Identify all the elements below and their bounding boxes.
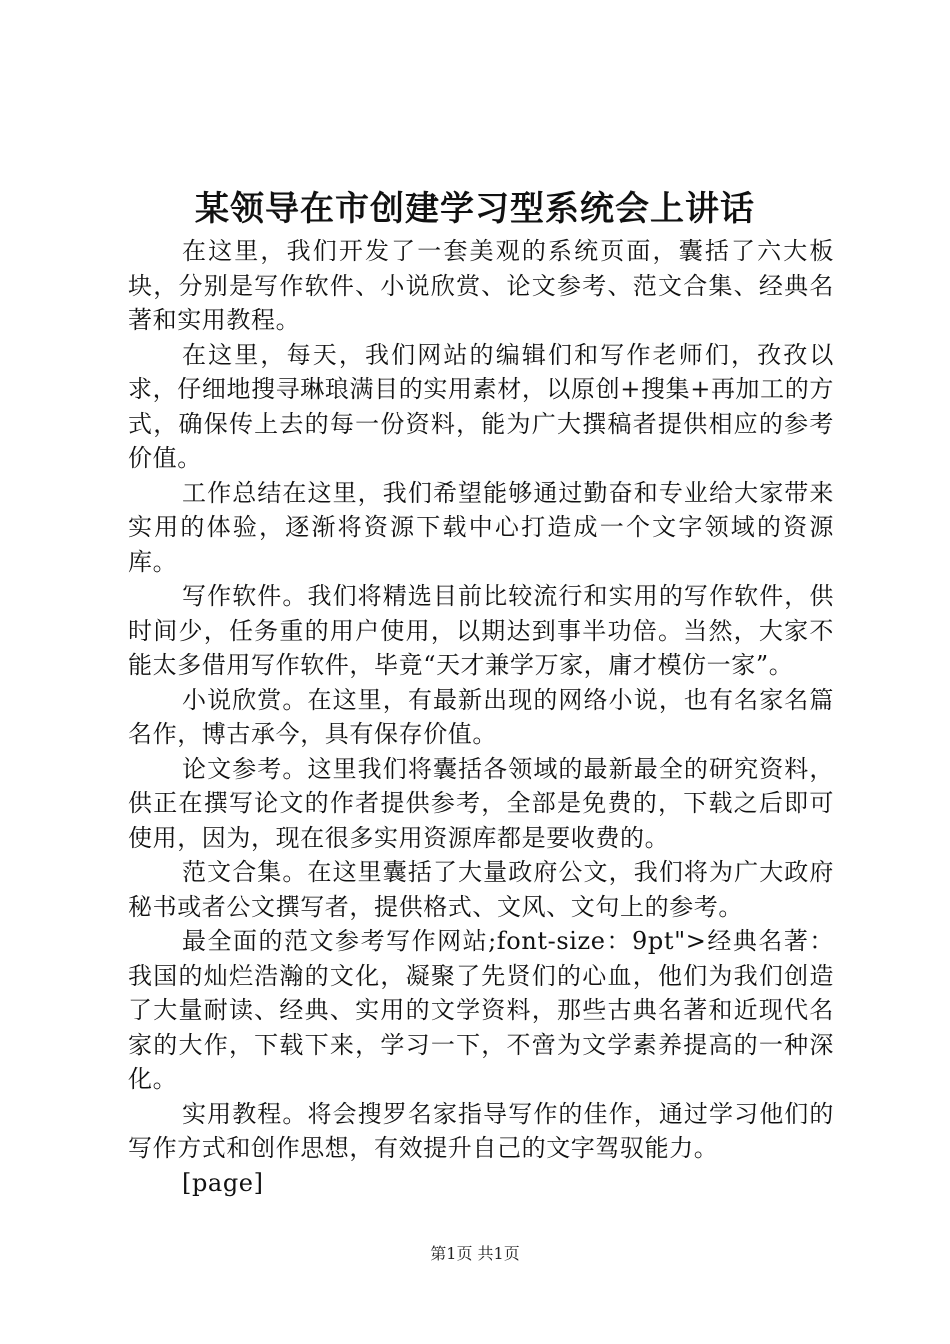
paragraph-tutorials: 实用教程。将会搜罗名家指导写作的佳作，通过学习他们的写作方式和创作思想，有效提升自己的文字驾驭能力。 — [128, 1099, 834, 1162]
paragraph-page-marker: [page] — [182, 1168, 264, 1197]
paragraph-classics: 最全面的范文参考写作网站;font-size：9pt">经典名著：我国的灿烂浩瀚的文化，凝聚了先贤们的心血，他们为我们创造了大量耐读、经典、实用的文学资料，那些古典名著和近现代名家的大作，下载下来，学习一下，不啻为文学素养提高的一种深化。 — [128, 927, 834, 1093]
paragraph-writing-software: 写作软件。我们将精选目前比较流行和实用的写作软件，供时间少，任务重的用户使用，以期达到事半功倍。当然，大家不能太多借用写作软件，毕竟“天才兼学万家，庸才模仿一家”。 — [128, 582, 834, 679]
paragraph-intro: 在这里，我们开发了一套美观的系统页面，囊括了六大板块，分别是写作软件、小说欣赏、论文参考、范文合集、经典名著和实用教程。 — [128, 237, 834, 334]
paragraph-templates: 范文合集。在这里囊括了大量政府公文，我们将为广大政府秘书或者公文撰写者，提供格式、文风、文句上的参考。 — [128, 858, 834, 921]
paragraph-daily-work: 在这里，每天，我们网站的编辑们和写作老师们，孜孜以求，仔细地搜寻琳琅满目的实用素材，以原创+搜集+再加工的方式，确保传上去的每一份资料，能为广大撰稿者提供相应的参考价值。 — [128, 340, 834, 472]
document-body — [128, 234, 834, 1200]
paragraph-novels: 小说欣赏。在这里，有最新出现的网络小说，也有名家名篇名作，博古承今，具有保存价值。 — [128, 685, 834, 748]
paragraph-summary: 工作总结在这里，我们希望能够通过勤奋和专业给大家带来实用的体验，逐渐将资源下载中心打造成一个文字领域的资源库。 — [128, 478, 834, 576]
document-title: 某领导在市创建学习型系统会上讲话 — [195, 189, 755, 229]
paragraph-papers: 论文参考。这里我们将囊括各领域的最新最全的研究资料，供正在撰写论文的作者提供参考，全部是免费的，下载之后即可使用，因为，现在很多实用资源库都是要收费的。 — [128, 754, 834, 852]
page-footer: 第1页 共1页 — [430, 1244, 520, 1263]
